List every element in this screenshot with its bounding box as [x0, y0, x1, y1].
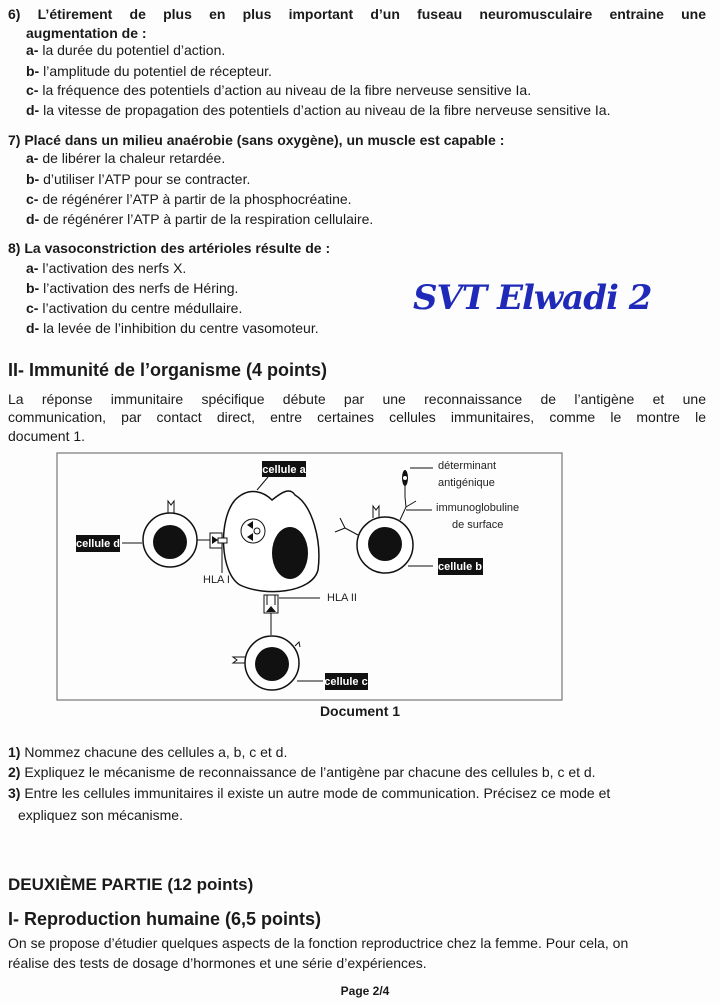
q6-option-c: c- la fréquence des potentiels d’action au niveau de la fibre nerveuse sensitive Ia. — [26, 82, 532, 98]
label-cellule-d-text: cellule d — [75, 538, 121, 550]
label-hla1: HLA I — [203, 574, 230, 586]
q7-stem: 7) Placé dans un milieu anaérobie (sans oxygène), un muscle est capable : — [8, 132, 505, 148]
cell-d-nucleus — [153, 525, 187, 559]
section-paragraph-line: On se propose d’étudier quelques aspects de la fonction reproductrice chez la femme. Pour cela, on — [8, 935, 629, 951]
label-immunoglobuline: immunoglobuline — [436, 502, 520, 514]
cell-b-nucleus — [368, 527, 402, 561]
label-cellule-c-text: cellule c — [324, 676, 368, 688]
document-1-diagram — [50, 445, 670, 707]
q6-stem: 6) L’étirement de plus en plus important d’un fuseau neuromusculaire entraine une — [8, 6, 706, 22]
q7-option-a: a- de libérer la chaleur retardée. — [26, 150, 226, 166]
immunoglobulin-icon — [335, 518, 358, 535]
immunoglobulin-icon — [400, 497, 416, 520]
part-title: DEUXIÈME PARTIE (12 points) — [8, 875, 254, 894]
q6-option-d: d- la vitesse de propagation des potentiels d’action au niveau de la fibre nerveuse sensitive Ia. — [26, 102, 611, 118]
label-determinant: déterminant — [438, 460, 497, 472]
section-paragraph-line: réalise des tests de dosage d’hormones et une série d’expériences. — [8, 955, 427, 971]
label-hla2: HLA II — [327, 592, 357, 604]
question-2: 2) Expliquez le mécanisme de reconnaissance de l’antigène par chacune des cellules b, c et d. — [8, 764, 596, 780]
arrow — [257, 477, 268, 490]
q6-stem-cont: augmentation de : — [26, 25, 147, 41]
q8-option-d: d- la levée de l’inhibition du centre vasomoteur. — [26, 320, 319, 336]
label-cellule-b-text: cellule b — [437, 561, 483, 573]
label-antigenique: antigénique — [438, 477, 495, 489]
q6-option-b: b- l’amplitude du potentiel de récepteur. — [26, 63, 272, 79]
q8-stem: 8) La vasoconstriction des artérioles résulte de : — [8, 240, 331, 256]
section-paragraph-line: communication, par contact direct, entre certaines cellules immunitaires, comme le montre le — [8, 409, 706, 425]
q7-option-d: d- de régénérer l’ATP à partir de la respiration cellulaire. — [26, 211, 374, 227]
q6-option-a: a- la durée du potentiel d’action. — [26, 42, 226, 58]
watermark-logo: SVT Elwadi 2 — [413, 278, 652, 318]
label-cellule-a-text: cellule a — [262, 464, 306, 476]
question-3: 3) Entre les cellules immunitaires il existe un autre mode de communication. Précisez ce mode et — [8, 785, 611, 801]
page-number: Page 2/4 — [340, 984, 390, 998]
q8-option-b: b- l’activation des nerfs de Héring. — [26, 280, 239, 296]
question-3-cont: expliquez son mécanisme. — [18, 807, 183, 823]
section-paragraph-line: document 1. — [8, 428, 86, 444]
cell-a-nucleus — [272, 527, 308, 579]
section-paragraph-line: La réponse immunitaire spécifique débute par une reconnaissance de l’antigène et une — [8, 391, 706, 407]
q8-option-c: c- l’activation du centre médullaire. — [26, 300, 243, 316]
q8-option-a: a- l’activation des nerfs X. — [26, 260, 187, 276]
section-title-reproduction: I- Reproduction humaine (6,5 points) — [8, 909, 322, 929]
diagram-caption: Document 1 — [319, 703, 401, 719]
q7-option-b: b- d’utiliser l’ATP pour se contracter. — [26, 171, 251, 187]
section-title-immunite: II- Immunité de l’organisme (4 points) — [8, 360, 328, 380]
question-1: 1) Nommez chacune des cellules a, b, c et d. — [8, 744, 288, 760]
q7-option-c: c- de régénérer l’ATP à partir de la phosphocréatine. — [26, 191, 352, 207]
cell-c-nucleus — [255, 647, 289, 681]
label-de-surface: de surface — [452, 519, 504, 531]
